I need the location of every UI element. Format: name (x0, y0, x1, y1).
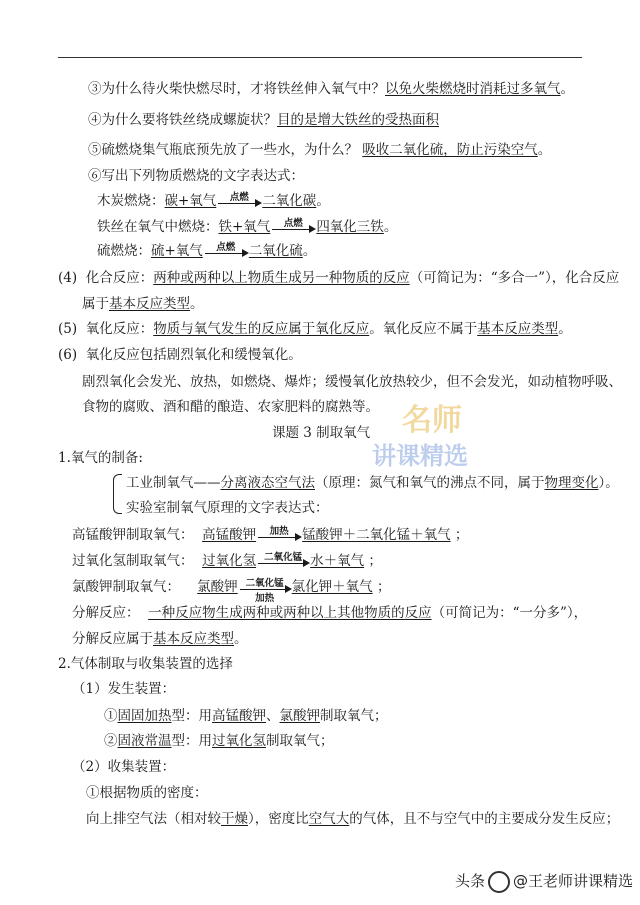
reaction-arrow: 二氧化锰 (256, 552, 310, 570)
reaction-arrow: 点燃 (216, 192, 262, 210)
point-6-detail-cont: 食物的腐败、酒和醋的酿造、农家肥料的腐熟等。 (82, 399, 379, 415)
question-5: ⑤硫燃烧集气瓶底预先放了一些水，为什么？ 吸收二氧化硫，防止污染空气。 (88, 142, 552, 158)
generator-heading: （1）发生装置： (72, 681, 176, 697)
reaction-kclo3: 氯酸钾制取氧气： 氯酸钾 二氧化锰 加热 氯化钾＋氧气 ； (72, 578, 391, 604)
section-2-heading: 2.气体制取与收集装置的选择 (58, 656, 233, 672)
point-6: (6) 氧化反应包括剧烈氧化和缓慢氧化。 (58, 347, 302, 363)
point-4: (4) 化合反应：两种或两种以上物质生成另一种物质的反应（可简记为：“多合一”），化合反应 (58, 270, 620, 286)
lab-oxygen: 实验室制氧气原理的文字表达式： (126, 500, 329, 516)
section-1-heading: 1.氧气的制备: (58, 450, 143, 466)
question-3: ③为什么待火柴快燃尽时，才将铁丝伸入氧气中？以免火柴燃烧时消耗过多氧气。 (88, 81, 574, 97)
footer-credit: 头条 @王老师讲课精选 (455, 870, 633, 893)
point-5: (5) 氧化反应：物质与氧气发生的反应属于氧化反应。氧化反应不属于基本反应类型。 (58, 321, 572, 337)
collector-density: ①根据物质的密度： (86, 785, 208, 801)
decomposition-def: 分解反应： 一种反应物生成两种或两种以上其他物质的反应（可简记为：“一分多”）， (72, 605, 588, 621)
decomposition-type: 分解反应属于基本反应类型。 (72, 631, 248, 647)
reaction-h2o2: 过氧化氢制取氧气： 过氧化氢 二氧化锰 水＋氧气 ； (72, 552, 382, 569)
brace (113, 474, 122, 514)
point-6-detail: 剧烈氧化会发光、放热，如燃烧、爆炸；缓慢氧化放热较少，但不会发光，如动植物呼吸、 (82, 374, 622, 390)
reaction-kmno4: 高锰酸钾制取氧气： 高锰酸钾 加热 锰酸钾＋二氧化锰＋氧气 ； (72, 526, 469, 543)
equation-iron: 铁丝在氧气中燃烧：铁+氧气 点燃 四氧化三铁。 (97, 218, 398, 235)
generator-solid-liquid: ②固液常温型：用过氧化氢制取氧气； (104, 733, 334, 749)
question-4: ④为什么要将铁丝绕成螺旋状？目的是增大铁丝的受热面积 (88, 112, 439, 128)
collector-upward: 向上排空气法（相对较干燥），密度比空气大的气体，且不与空气中的主要成分发生反应； (86, 811, 620, 827)
reaction-arrow: 加热 (256, 526, 302, 544)
svg-text:讲课精选: 讲课精选 (372, 442, 468, 470)
svg-text:名师: 名师 (402, 403, 462, 438)
industrial-oxygen: 工业制氧气——分离液态空气法（原理：氮气和氧气的沸点不同，属于物理变化）。 (126, 475, 619, 491)
reaction-arrow: 点燃 (270, 218, 316, 236)
equation-charcoal: 木炭燃烧：碳+氧气 点燃 二氧化碳。 (97, 192, 330, 209)
collector-heading: （2）收集装置： (72, 759, 176, 775)
question-6: ⑥写出下列物质燃烧的文字表达式： (88, 168, 304, 184)
header-rule (58, 57, 582, 58)
section-title: 课题 3 制取氧气 (272, 425, 371, 441)
reaction-arrow: 点燃 (203, 242, 249, 260)
equation-sulfur: 硫燃烧：硫+氧气 点燃 二氧化硫。 (97, 242, 317, 259)
generator-solid-heat: ①固固加热型：用高锰酸钾、氯酸钾制取氧气； (104, 708, 388, 724)
point-4-cont: 属于基本反应类型。 (82, 296, 204, 312)
author-avatar-icon (488, 871, 510, 893)
reaction-arrow: 二氧化锰 加热 (238, 578, 292, 596)
